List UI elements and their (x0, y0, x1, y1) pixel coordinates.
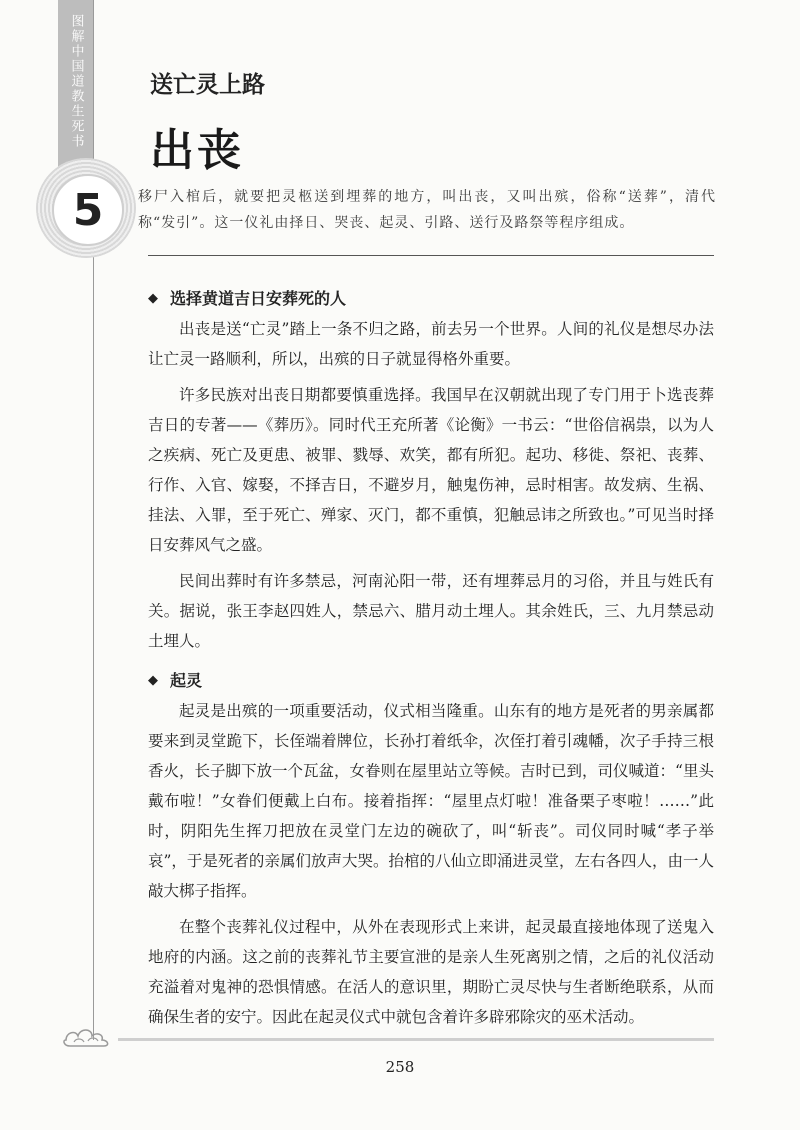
page-number: 258 (385, 1058, 415, 1076)
cloud-ornament-icon (62, 1022, 114, 1052)
footer-rule (118, 1038, 714, 1041)
page-title: 出丧 (150, 125, 244, 176)
paragraph: 许多民族对出丧日期都要慎重选择。我国早在汉朝就出现了专门用于卜选丧葬吉日的专著——《葬历》。同时代王充所著《论衡》一书云：“世俗信祸祟，以为人之疾病、死亡及更患、被罪、戮辱、欢笑，都有所犯。起功、移徙、祭祀、丧葬、行作、入官、嫁娶，不择吉日，不避岁月，触鬼伤神，忌时相害。故发病、生祸、挂法、入罪，至于死亡、殚家、灭门，都不重慎，犯触忌讳之所致也。”可见当时择日安葬风气之盛。 (148, 386, 714, 554)
paragraph: 起灵是出殡的一项重要活动，仪式相当隆重。山东有的地方是死者的男亲属都要来到灵堂跪下，长侄端着牌位，长孙打着纸伞，次侄打着引魂幡，次子手持三根香火，长子脚下放一个瓦盆，女眷则在屋里站立等候。吉时已到，司仪喊道：“里头戴布啦！”女眷们便戴上白布。接着指挥：“屋里点灯啦！准备栗子枣啦！……”此时，阴阳先生挥刀把放在灵堂门左边的碗砍了，叫“斩丧”。司仪同时喊“孝子举哀”，于是死者的亲属们放声大哭。抬棺的八仙立即涌进灵堂，左右各四人，由一人敲大梆子指挥。 (148, 702, 714, 900)
body-text (148, 282, 714, 1038)
intro-paragraph: 移尸入棺后，就要把灵柩送到埋葬的地方，叫出丧，又叫出殡，俗称“送葬”，清代称“发引”。这一仪礼由择日、哭丧、起灵、引路、送行及路祭等程序组成。 (138, 189, 716, 231)
paragraph: 民间出葬时有许多禁忌，河南沁阳一带，还有埋葬忌月的习俗，并且与姓氏有关。据说，张王李赵四姓人，禁忌六、腊月动土埋人。其余姓氏，三、九月禁忌动土埋人。 (148, 572, 714, 650)
section-heading (148, 666, 714, 696)
diamond-bullet-icon: ◆ (148, 673, 158, 688)
section-heading-label: 选择黄道吉日安葬死的人 (170, 289, 347, 308)
paragraph: 出丧是送“亡灵”踏上一条不归之路，前去另一个世界。人间的礼仪是想尽办法让亡灵一路顺利，所以，出殡的日子就显得格外重要。 (148, 320, 714, 368)
margin-rule (93, 0, 94, 1040)
section-heading (148, 284, 714, 314)
section-subtitle: 送亡灵上路 (150, 72, 265, 98)
intro-divider (148, 255, 714, 256)
section-heading-label: 起灵 (170, 671, 203, 690)
spine-title: 图解中国道教生死书 (68, 14, 84, 149)
chapter-number: 5 (52, 174, 124, 246)
paragraph: 在整个丧葬礼仪过程中，从外在表现形式上来讲，起灵最直接地体现了送鬼入地府的内涵。这之前的丧葬礼节主要宣泄的是亲人生死离别之情，之后的礼仪活动充溢着对鬼神的恐惧情感。在活人的意识里，期盼亡灵尽快与生者断绝联系，从而确保生者的安宁。因此在起灵仪式中就包含着许多辟邪除灾的巫术活动。 (148, 918, 714, 1026)
diamond-bullet-icon: ◆ (148, 291, 158, 306)
